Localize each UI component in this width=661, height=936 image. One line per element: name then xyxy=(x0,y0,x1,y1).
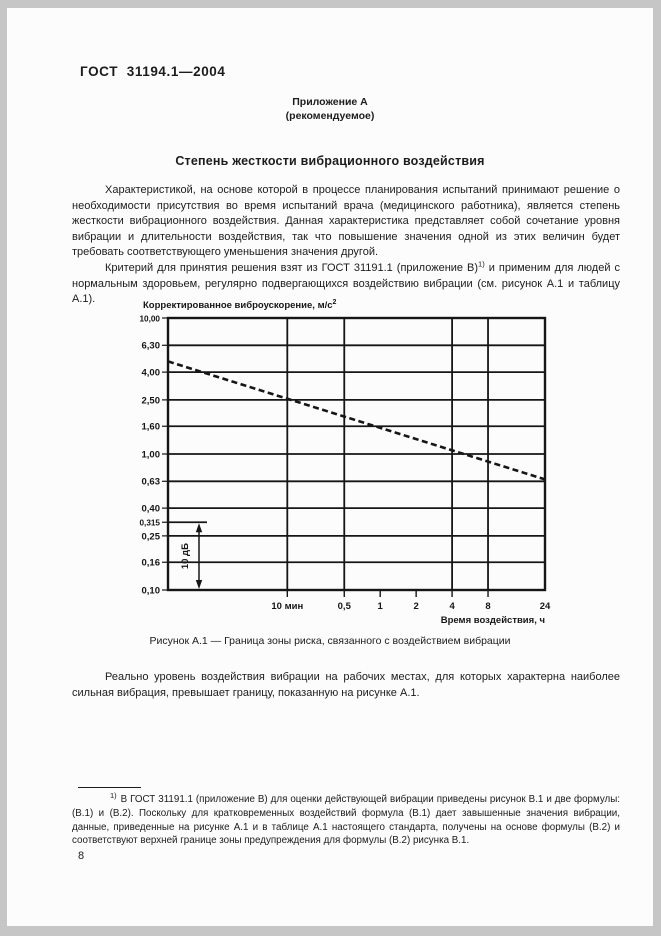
svg-text:10,00: 10,00 xyxy=(139,314,160,324)
footnote-marker: 1) xyxy=(110,790,117,800)
svg-text:2: 2 xyxy=(413,601,419,612)
document-page xyxy=(7,8,653,926)
closing-paragraph-block xyxy=(72,670,620,701)
paragraph-2-text: Критерий для принятия решения взят из ГОСТ 31191.1 (приложение В) xyxy=(105,261,479,274)
page-number: 8 xyxy=(78,850,85,862)
svg-text:4: 4 xyxy=(449,601,455,612)
annex-status: (рекомендуемое) xyxy=(285,110,375,122)
svg-text:Время воздействия, ч: Время воздействия, ч xyxy=(440,615,545,626)
svg-text:0,10: 0,10 xyxy=(141,585,160,597)
svg-text:1: 1 xyxy=(377,601,383,612)
paragraph-2-text-cont: и применим для людей с нормальным здоровьем, регулярно подвергающихся воздействию вибрации (см. рисунок А.1 и таблицу А.1). xyxy=(72,261,620,306)
footnote-divider xyxy=(78,787,141,788)
section-title: Степень жесткости вибрационного воздействия xyxy=(175,154,485,168)
svg-text:0,315: 0,315 xyxy=(139,518,160,528)
svg-text:0,63: 0,63 xyxy=(141,476,160,488)
svg-text:0,40: 0,40 xyxy=(141,503,160,515)
svg-text:2,50: 2,50 xyxy=(141,395,160,407)
figure-caption: Рисунок А.1 — Граница зоны риска, связанного с воздействием вибрации xyxy=(149,635,511,647)
footnote-text xyxy=(72,790,620,848)
paragraph-1: Характеристикой, на основе которой в процессе планирования испытаний принимают решение о необходимости присутствия во время испытаний врача (медицинского работника), является степень жесткости вибрационного воздействия. Данная характеристика представляет собой сочетание уровня вибрации и длительности воздействия, так что повышение значения одной из этих величин будет требовать соответствующего уменьшения значения другой. xyxy=(72,184,620,259)
standard-code: ГОСТ 31194.1—2004 xyxy=(80,64,226,79)
svg-text:10 дБ: 10 дБ xyxy=(180,543,191,570)
svg-text:1,60: 1,60 xyxy=(141,421,160,433)
svg-text:8: 8 xyxy=(485,601,491,612)
footnote-reference: 1) xyxy=(478,259,485,269)
paragraph-3: Реально уровень воздействия вибрации на рабочих местах, для которых характерна наиболее сильная вибрация, превышает границу, показанную на рисунке А.1. xyxy=(72,671,620,699)
svg-text:0,5: 0,5 xyxy=(337,601,351,612)
intro-paragraphs xyxy=(72,183,620,308)
svg-text:0,16: 0,16 xyxy=(141,557,160,569)
svg-text:10 мин: 10 мин xyxy=(271,601,304,612)
risk-boundary-chart xyxy=(135,296,555,628)
svg-text:4,00: 4,00 xyxy=(141,367,160,379)
svg-text:1,00: 1,00 xyxy=(141,449,160,461)
svg-text:6,30: 6,30 xyxy=(141,340,160,352)
annex-label: Приложение А xyxy=(292,96,368,108)
figure-a1 xyxy=(135,296,555,628)
annex-heading xyxy=(7,95,653,123)
svg-text:24: 24 xyxy=(539,601,551,612)
footnote-block xyxy=(72,790,620,848)
footnote-body: В ГОСТ 31191.1 (приложение В) для оценки действующей вибрации приведены рисунок В.1 и две формулы: (В.1) и (В.2). Поскольку для кратковременных воздействий формула (В.1) дает завышенные значения вибрации, данные, приведенные на рисунке А.1 и в таблице А.1 настоящего стандарта, получены на основе формулы (В.2) и соответствуют верхней границе зоны предупреждения для формулы (В.2) рисунка В.1. xyxy=(72,794,620,847)
svg-text:0,25: 0,25 xyxy=(141,531,160,543)
svg-text:Корректированное виброускорени: Корректированное виброускорение, $м/с^2$ xyxy=(143,299,337,311)
